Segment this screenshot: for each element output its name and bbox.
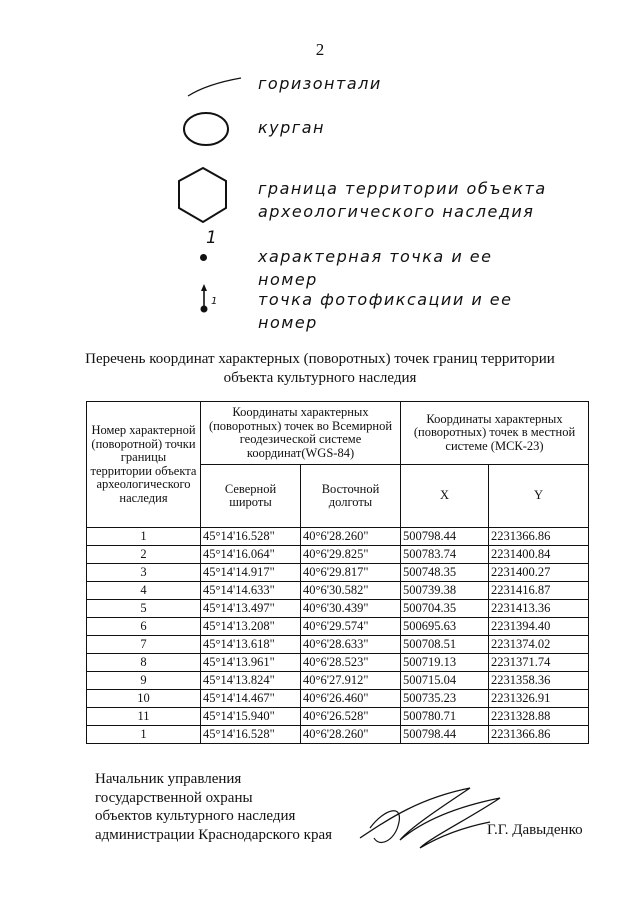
cell-latitude: 45°14'16.528" (201, 528, 301, 546)
cell-y: 2231374.02 (489, 636, 589, 654)
cell-x: 500783.74 (401, 546, 489, 564)
ellipse-icon (180, 110, 240, 150)
legend-item-photo-point (0, 282, 640, 342)
cell-x: 500735.23 (401, 690, 489, 708)
legend-label: номер (258, 270, 318, 289)
cell-latitude: 45°14'14.633" (201, 582, 301, 600)
table-row (87, 708, 589, 726)
cell-point-number: 8 (87, 654, 201, 672)
header-x: X (401, 465, 489, 528)
table-row (87, 618, 589, 636)
cell-longitude: 40°6'27.912" (301, 672, 401, 690)
cell-longitude: 40°6'28.633" (301, 636, 401, 654)
cell-point-number: 7 (87, 636, 201, 654)
cell-x: 500739.38 (401, 582, 489, 600)
legend-item-boundary (0, 165, 640, 225)
cell-longitude: 40°6'30.582" (301, 582, 401, 600)
legend-label: курган (258, 118, 325, 137)
legend-label: горизонтали (258, 74, 382, 93)
cell-y: 2231366.86 (489, 726, 589, 744)
cell-longitude: 40°6'26.528" (301, 708, 401, 726)
cell-longitude: 40°6'28.260" (301, 726, 401, 744)
cell-point-number: 2 (87, 546, 201, 564)
header-msk23: Координаты характерных (поворотных) точек в местной системе (МСК-23) (401, 402, 589, 465)
point-marker-icon (190, 228, 230, 272)
cell-latitude: 45°14'13.961" (201, 654, 301, 672)
table-row (87, 726, 589, 744)
cell-y: 2231394.40 (489, 618, 589, 636)
cell-point-number: 1 (87, 726, 201, 744)
header-wgs84: Координаты характерных (поворотных) точек во Всемирной геодезической системе координат(WGS-84) (201, 402, 401, 465)
cell-point-number: 6 (87, 618, 201, 636)
table-row (87, 600, 589, 618)
legend-label: характерная точка и ее (258, 247, 493, 266)
cell-latitude: 45°14'16.064" (201, 546, 301, 564)
cell-longitude: 40°6'28.260" (301, 528, 401, 546)
table-row (87, 564, 589, 582)
cell-latitude: 45°14'15.940" (201, 708, 301, 726)
cell-longitude: 40°6'30.439" (301, 600, 401, 618)
cell-point-number: 3 (87, 564, 201, 582)
cell-x: 500715.04 (401, 672, 489, 690)
cell-x: 500708.51 (401, 636, 489, 654)
cell-latitude: 45°14'16.528" (201, 726, 301, 744)
page-number: 2 (315, 40, 325, 59)
cell-longitude: 40°6'26.460" (301, 690, 401, 708)
cell-latitude: 45°14'14.917" (201, 564, 301, 582)
cell-longitude: 40°6'28.523" (301, 654, 401, 672)
header-y: Y (489, 465, 589, 528)
table-row (87, 690, 589, 708)
cell-point-number: 11 (87, 708, 201, 726)
cell-y: 2231400.84 (489, 546, 589, 564)
signatory-position: Начальник управления государственной охраны объектов культурного наследия администрации Краснодарского края (95, 771, 333, 843)
table-row (87, 654, 589, 672)
hexagon-icon (175, 165, 235, 227)
marker-number: 1 (211, 296, 218, 307)
marker-number: 1 (206, 228, 217, 248)
table-body (87, 528, 589, 744)
header-latitude: Северной широты (201, 465, 301, 528)
cell-y: 2231371.74 (489, 654, 589, 672)
table-row (87, 672, 589, 690)
cell-point-number: 10 (87, 690, 201, 708)
cell-latitude: 45°14'13.497" (201, 600, 301, 618)
legend-label: точка фотофиксации и ее (258, 290, 513, 309)
signatory-name: Г.Г. Давыденко (487, 822, 583, 838)
cell-y: 2231413.36 (489, 600, 589, 618)
handwritten-signature (350, 778, 510, 858)
legend-item-mound (0, 110, 640, 170)
cell-latitude: 45°14'13.208" (201, 618, 301, 636)
cell-x: 500719.13 (401, 654, 489, 672)
coordinates-table (86, 401, 589, 744)
cell-point-number: 1 (87, 528, 201, 546)
cell-point-number: 9 (87, 672, 201, 690)
cell-latitude: 45°14'13.618" (201, 636, 301, 654)
contour-line-icon (185, 74, 245, 104)
table-row (87, 582, 589, 600)
legend-label: номер (258, 313, 318, 332)
table-row (87, 528, 589, 546)
cell-y: 2231326.91 (489, 690, 589, 708)
legend-label: граница территории объекта (258, 179, 547, 198)
cell-x: 500704.35 (401, 600, 489, 618)
cell-longitude: 40°6'29.825" (301, 546, 401, 564)
cell-longitude: 40°6'29.817" (301, 564, 401, 582)
cell-y: 2231328.88 (489, 708, 589, 726)
cell-point-number: 5 (87, 600, 201, 618)
table-row (87, 636, 589, 654)
cell-x: 500748.35 (401, 564, 489, 582)
photo-point-icon (190, 282, 230, 322)
table-title: Перечень координат характерных (поворотных) точек границ территории объекта культурного наследия (85, 351, 555, 386)
cell-x: 500798.44 (401, 528, 489, 546)
cell-x: 500695.63 (401, 618, 489, 636)
cell-y: 2231366.86 (489, 528, 589, 546)
cell-x: 500780.71 (401, 708, 489, 726)
cell-y: 2231416.87 (489, 582, 589, 600)
cell-y: 2231400.27 (489, 564, 589, 582)
cell-latitude: 45°14'13.824" (201, 672, 301, 690)
header-longitude: Восточной долготы (301, 465, 401, 528)
header-point-number: Номер характерной (поворотной) точки границы территории объекта археологического наследия (87, 402, 201, 528)
cell-point-number: 4 (87, 582, 201, 600)
cell-longitude: 40°6'29.574" (301, 618, 401, 636)
cell-x: 500798.44 (401, 726, 489, 744)
table-row (87, 546, 589, 564)
cell-latitude: 45°14'14.467" (201, 690, 301, 708)
legend-label: археологического наследия (258, 202, 535, 221)
cell-y: 2231358.36 (489, 672, 589, 690)
